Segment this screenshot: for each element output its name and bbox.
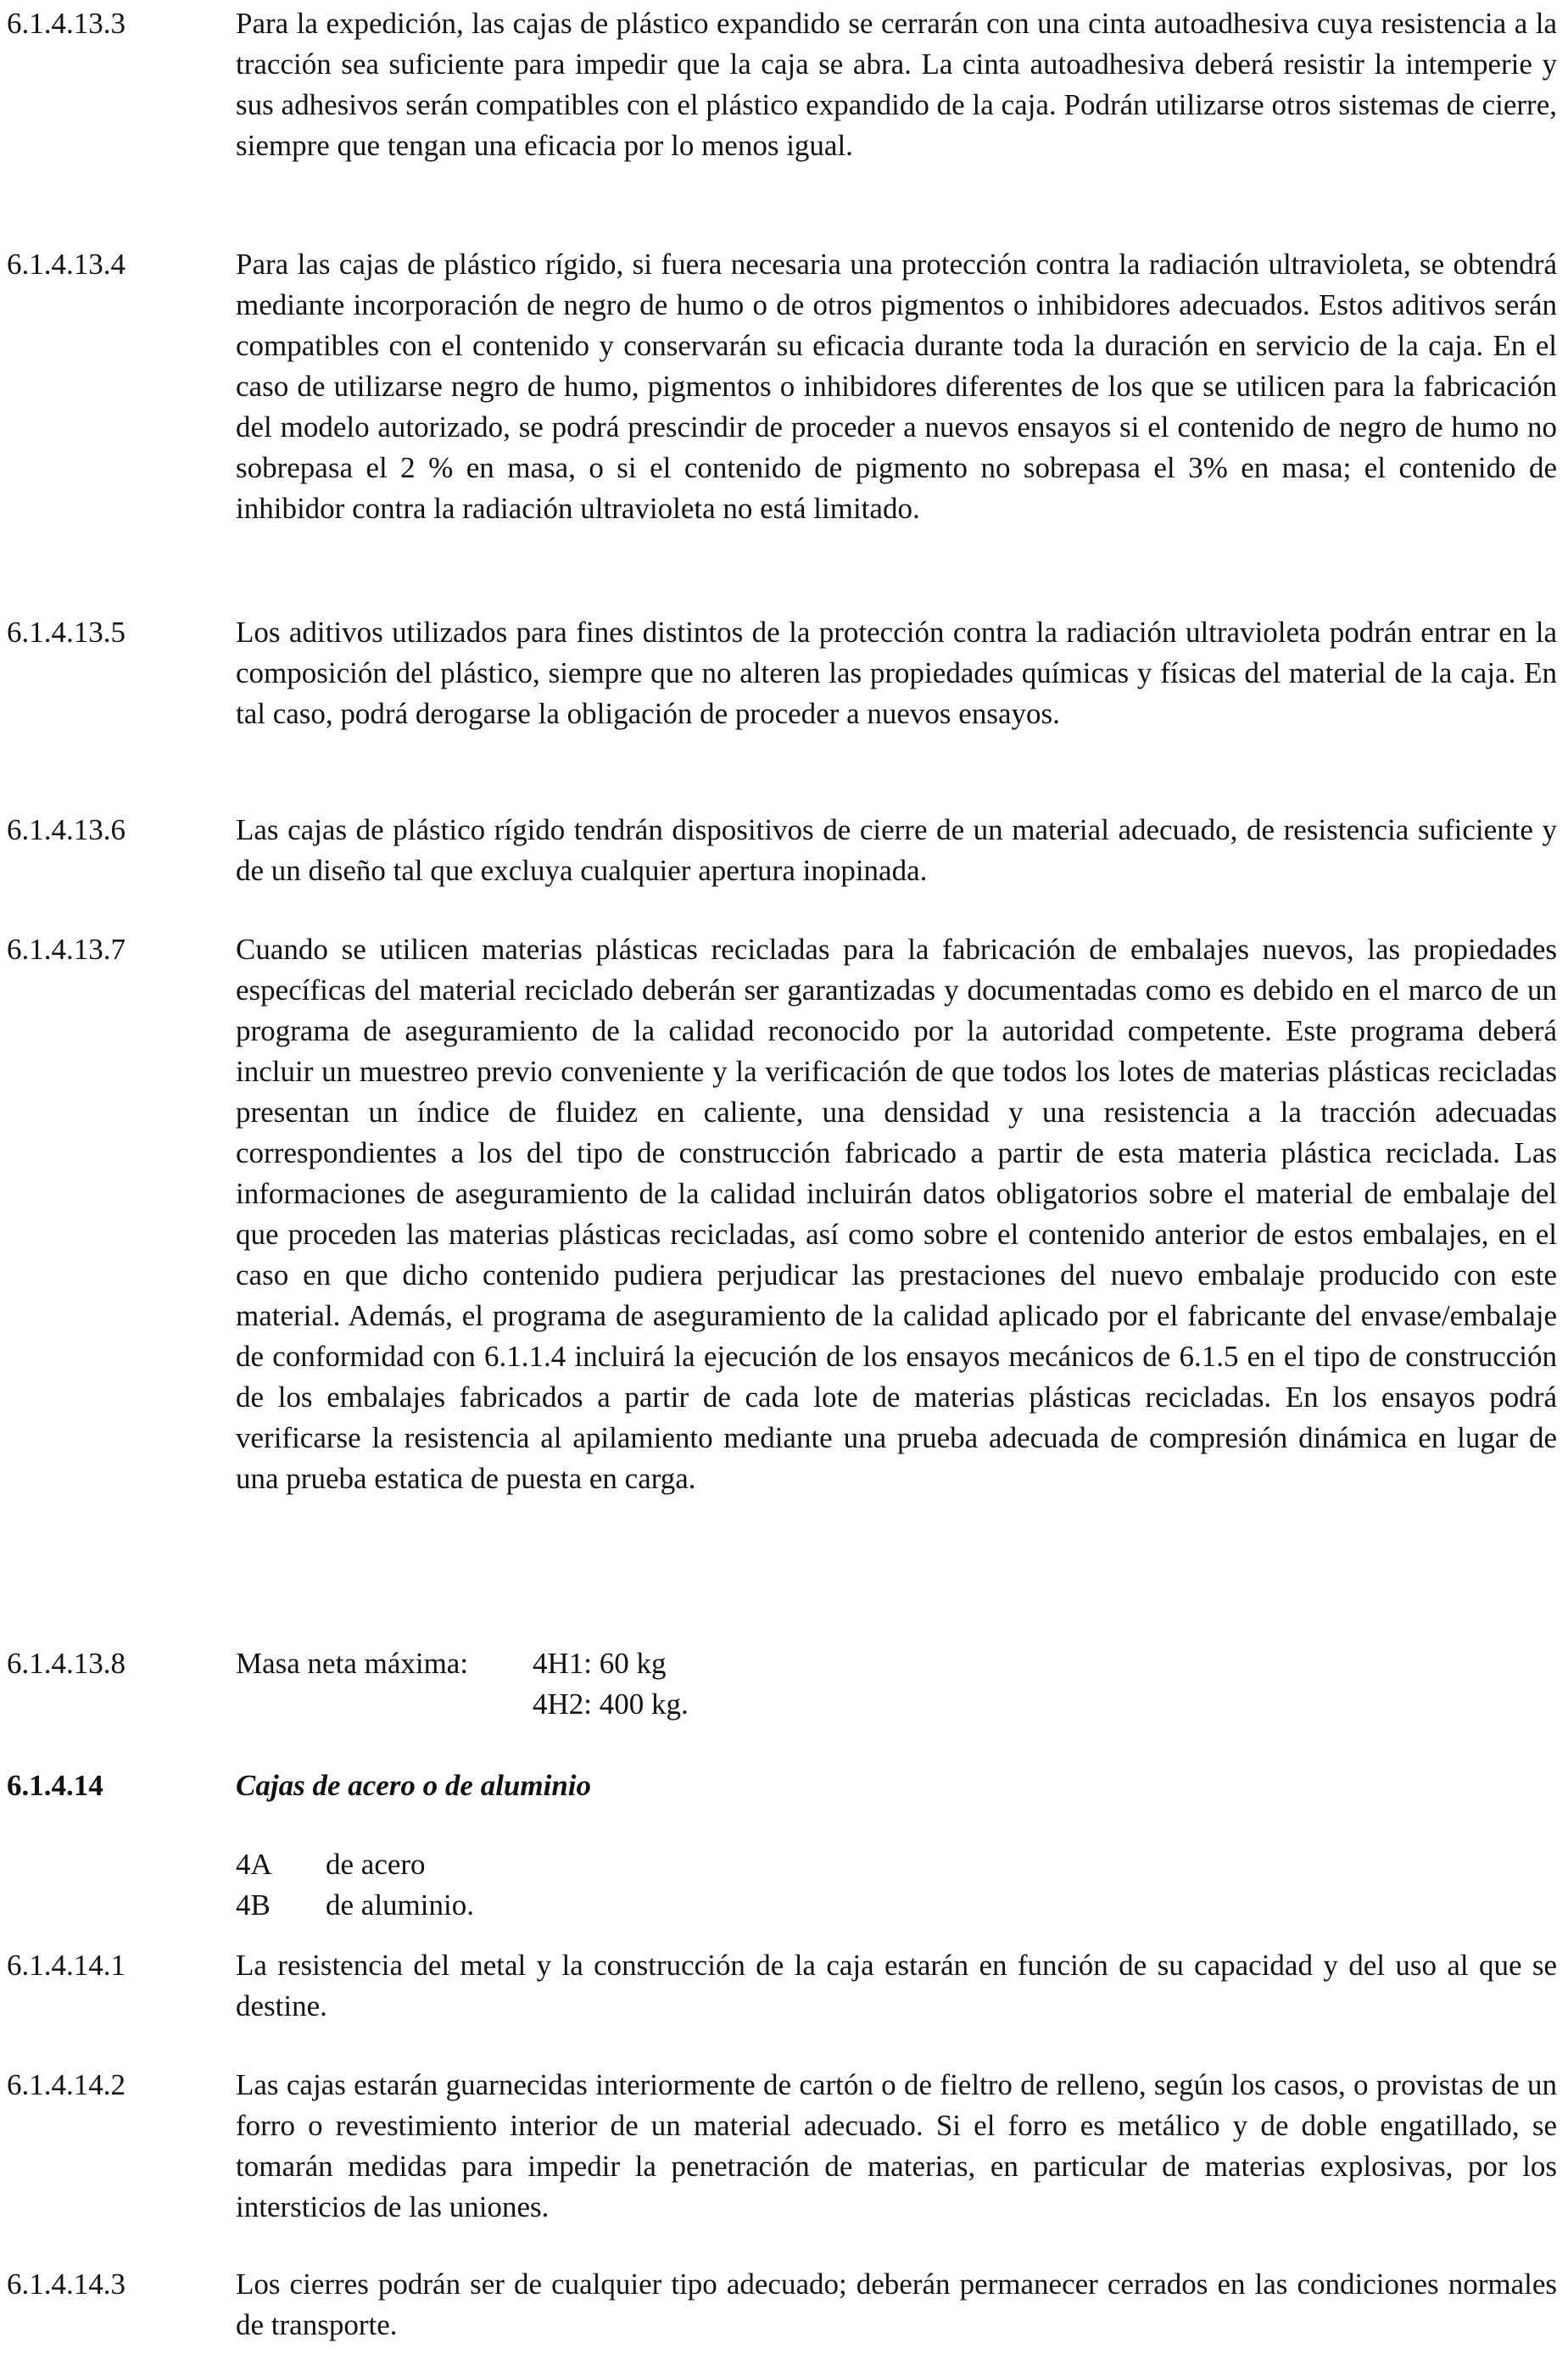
- paragraph-text: Las cajas estarán guarnecidas interiormente de cartón o de fieltro de relleno, según los casos, o provistas de un forro o revestimiento interior de un material adecuado. Si el forro es metálico y de doble engatillado, se tomarán medidas para impedir la penetración de materias, en particular de materias explosivas, por los intersticios de las uniones.: [236, 2068, 1557, 2223]
- paragraph-number: 6.1.4.14.2: [7, 2068, 126, 2101]
- paragraph-text: Las cajas de plástico rígido tendrán dispositivos de cierre de un material adecuado, de resistencia suficiente y de un diseño tal que excluya cualquier apertura inopinada.: [236, 813, 1557, 887]
- type-description: de acero: [326, 1848, 426, 1881]
- paragraph-number: 6.1.4.13.8: [7, 1647, 126, 1680]
- paragraph-text: Los aditivos utilizados para fines distintos de la protección contra la radiación ultravioleta podrán entrar en la composición del plástico, siempre que no alteren las propiedades químicas y físicas del material de la caja. En tal caso, podrá derogarse la obligación de proceder a nuevos ensayos.: [236, 616, 1557, 730]
- paragraph-number: 6.1.4.13.5: [7, 616, 126, 649]
- paragraph-text: La resistencia del metal y la construcción de la caja estarán en función de su capacidad y del uso al que se destine.: [236, 1949, 1557, 2022]
- type-description: de aluminio.: [326, 1888, 474, 1922]
- paragraph-number: 6.1.4.14.3: [7, 2268, 126, 2301]
- mass-label: Masa neta máxima:: [236, 1647, 469, 1680]
- paragraph-number: 6.1.4.13.3: [7, 7, 126, 40]
- paragraph-number: 6.1.4.13.6: [7, 813, 126, 846]
- type-code: 4B: [236, 1888, 271, 1922]
- mass-value-4h1: 4H1: 60 kg: [533, 1647, 667, 1680]
- paragraph-number: 6.1.4.13.7: [7, 933, 126, 966]
- paragraph-text: Los cierres podrán ser de cualquier tipo adecuado; deberán permanecer cerrados en las condiciones normales de transporte.: [236, 2268, 1557, 2341]
- type-code: 4A: [236, 1848, 272, 1881]
- paragraph-number: 6.1.4.13.4: [7, 248, 126, 281]
- mass-values: [533, 1643, 689, 1725]
- heading-number: 6.1.4.14: [7, 1769, 103, 1802]
- paragraph-text: Cuando se utilicen materias plásticas recicladas para la fabricación de embalajes nuevos, las propiedades específicas del material reciclado deberán ser garantizadas y documentadas como es debido en el marco de un programa de aseguramiento de la calidad reconocido por la autoridad competente. Este programa deberá incluir un muestreo previo conveniente y la verificación de que todos los lotes de materias plásticas recicladas presentan un índice de fluidez en caliente, una densidad y una resistencia a la tracción adecuadas correspondientes a los del tipo de construcción fabricado a partir de esta materia plástica reciclada. Las informaciones de aseguramiento de la calidad incluirán datos obligatorios sobre el material de embalaje del que proceden las materias plásticas recicladas, así como sobre el contenido anterior de estos embalajes, en el caso en que dicho contenido pudiera perjudicar las prestaciones del nuevo embalaje producido con este material. Además, el programa de aseguramiento de la calidad aplicado por el fabricante del envase/embalaje de conformidad con 6.1.1.4 incluirá la ejecución de los ensayos mecánicos de 6.1.5 en el tipo de construcción de los embalajes fabricados a partir de cada lote de materias plásticas recicladas. En los ensayos podrá verificarse la resistencia al apilamiento mediante una prueba adecuada de compresión dinámica en lugar de una prueba estatica de puesta en carga.: [236, 933, 1557, 1495]
- paragraph-text: Para las cajas de plástico rígido, si fuera necesaria una protección contra la radiación ultravioleta, se obtendrá mediante incorporación de negro de humo o de otros pigmentos o inhibidores adecuados. Estos aditivos serán compatibles con el contenido y conservarán su eficacia durante toda la duración en servicio de la caja. En el caso de utilizarse negro de humo, pigmentos o inhibidores diferentes de los que se utilicen para la fabricación del modelo autorizado, se podrá prescindir de proceder a nuevos ensayos si el contenido de negro de humo no sobrepasa el 2 % en masa, o si el contenido de pigmento no sobrepasa el 3% en masa; el contenido de inhibidor contra la radiación ultravioleta no está limitado.: [236, 248, 1557, 525]
- paragraph-text: Para la expedición, las cajas de plástico expandido se cerrarán con una cinta autoadhesiva cuya resistencia a la tracción sea suficiente para impedir que la caja se abra. La cinta autoadhesiva deberá resistir la intemperie y sus adhesivos serán compatibles con el plástico expandido de la caja. Podrán utilizarse otros sistemas de cierre, siempre que tengan una eficacia por lo menos igual.: [236, 7, 1557, 162]
- heading-title: Cajas de acero o de aluminio: [236, 1769, 592, 1802]
- paragraph-number: 6.1.4.14.1: [7, 1949, 126, 1982]
- mass-value-4h2: 4H2: 400 kg.: [533, 1687, 689, 1721]
